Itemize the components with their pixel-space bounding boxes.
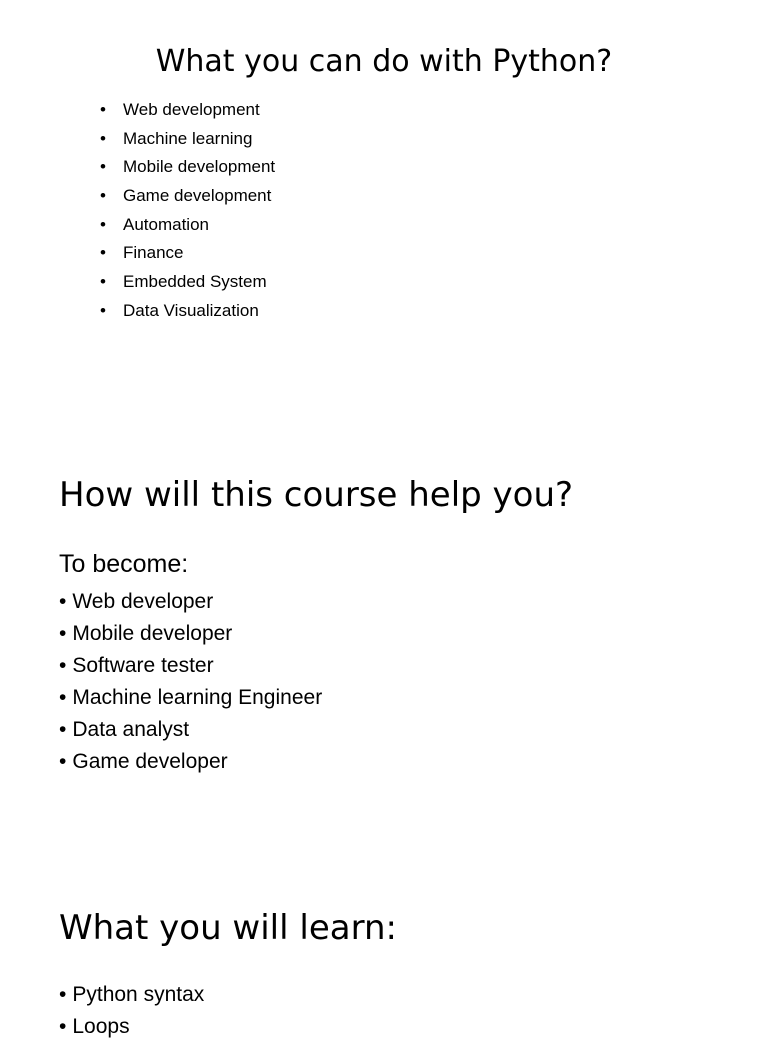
list-item-label: Machine learning (123, 128, 253, 148)
list-item-label: Software tester (72, 654, 214, 677)
bullet: • (100, 186, 106, 206)
bullet: • (59, 1015, 67, 1038)
list-item (100, 270, 275, 299)
bullet: • (100, 243, 106, 263)
list-item (59, 586, 322, 618)
python-uses-list (100, 98, 275, 328)
list-item-label: Embedded System (123, 272, 267, 292)
list-item-label: Loops (72, 1015, 130, 1038)
list-item (59, 746, 322, 778)
list-item (59, 618, 322, 650)
list-item (100, 155, 275, 184)
list-item (59, 714, 322, 746)
bullet: • (100, 300, 106, 320)
bullet: • (59, 718, 67, 741)
bullet: • (100, 272, 106, 292)
section-title-course-help: How will this course help you? (59, 475, 574, 515)
bullet: • (59, 622, 67, 645)
list-item-label: Data analyst (72, 718, 190, 741)
list-item (59, 682, 322, 714)
list-item-label: Mobile development (123, 157, 276, 177)
list-item-label: Game developer (72, 750, 228, 773)
bullet: • (59, 686, 67, 709)
list-item-label: Finance (123, 243, 184, 263)
list-item (100, 127, 275, 156)
list-item (100, 213, 275, 242)
bullet: • (59, 654, 67, 677)
bullet: • (100, 214, 106, 234)
list-item-label: Web developer (72, 590, 214, 613)
section-subtitle: To become: (59, 550, 189, 578)
section-title-what-you-learn: What you will learn: (59, 908, 397, 948)
list-item-label: Web development (123, 100, 260, 119)
list-item-label: Game development (123, 186, 272, 206)
list-item-label: Automation (123, 214, 209, 234)
bullet: • (100, 157, 106, 177)
list-item (100, 98, 275, 127)
section-title-python-uses: What you can do with Python? (155, 44, 613, 79)
list-item-label: Python syntax (72, 983, 205, 1006)
bullet: • (100, 128, 106, 148)
learn-list (59, 979, 204, 1043)
career-list (59, 586, 322, 778)
list-item (59, 979, 204, 1011)
bullet: • (59, 750, 67, 773)
list-item-label: Mobile developer (72, 622, 233, 645)
list-item (100, 184, 275, 213)
bullet: • (100, 100, 106, 119)
list-item (59, 1011, 204, 1043)
bullet: • (59, 590, 67, 613)
list-item-label: Data Visualization (123, 300, 259, 320)
bullet: • (59, 983, 67, 1006)
list-item-label: Machine learning Engineer (72, 686, 323, 709)
list-item (100, 299, 275, 328)
list-item (100, 241, 275, 270)
list-item (59, 650, 322, 682)
